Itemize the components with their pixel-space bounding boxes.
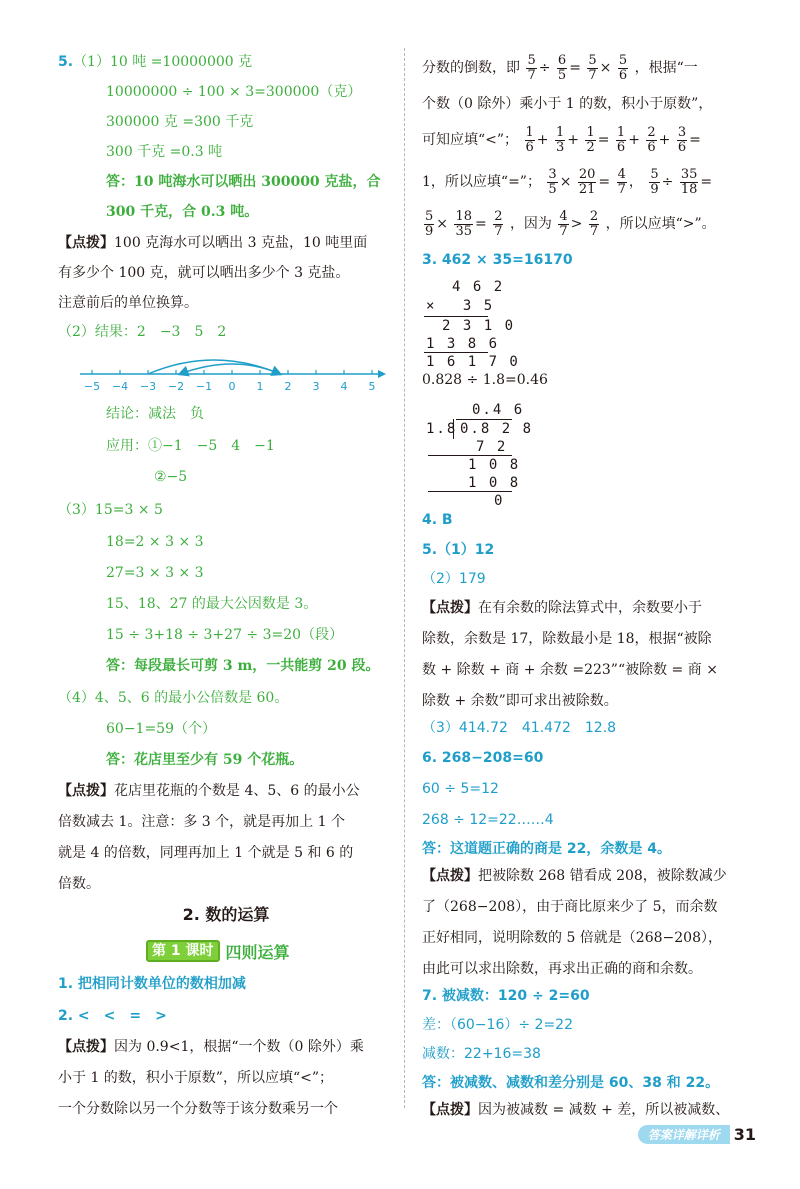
fraction: $\frac{4}{7}$ xyxy=(559,208,568,239)
q3-answer: 3. 462 × 35=16170 xyxy=(422,252,573,268)
tick-label: −4 xyxy=(111,380,129,393)
q5-part3-line2: 18=2 × 3 × 3 xyxy=(106,534,204,550)
div-divisor: 1.8 xyxy=(426,421,458,437)
fraction: $\frac{18}{35}$ xyxy=(455,208,473,239)
tip-4-line2: 除数，余数是 17，除数最小是 18，根据“被除 xyxy=(422,631,712,647)
q5-part3-line1: （3）15=3 × 5 xyxy=(58,502,163,518)
tip-1-line3: 注意前后的单位换算。 xyxy=(58,295,198,311)
right-line2: 个数（0 除外）乘小于 1 的数，积小于原数”， xyxy=(422,96,713,112)
division-expression: 0.828 ÷ 1.8=0.46 xyxy=(422,372,548,388)
tick-label: 1 xyxy=(256,380,264,393)
fraction: $\frac{20}{21}$ xyxy=(578,166,596,197)
q5-part2-application-1: 应用：①−1 −5 4 −1 xyxy=(106,438,275,454)
mul-row-3: 2 3 1 0 xyxy=(442,318,516,334)
div-dividend: 0.8 2 8 xyxy=(460,421,534,437)
fraction: $\frac{1}{3}$ xyxy=(555,124,565,155)
tick-label: 4 xyxy=(340,380,348,393)
tip-5-line4: 由此可以求出除数，再求出正确的商和余数。 xyxy=(422,961,702,977)
div-step-1: 7 2 xyxy=(476,439,508,455)
footer-label: 答案详解详析 xyxy=(638,1125,730,1144)
column-divider xyxy=(404,48,405,1108)
right-line3: 可知应填“<”； $\frac{1}{6}$ + $\frac{1}{3}$ + $\frac{1}{2}$ = $\frac{1}{6}$ + $\frac{2}{6}$ + $\frac{3}{6}$ = xyxy=(422,124,701,155)
q5-part1-answer: 5.（1）12 xyxy=(422,542,495,558)
tip-6-line1: 【点拨】因为被减数 = 减数 + 差，所以被减数、 xyxy=(422,1102,730,1118)
q5-part4-line1: （4）4、5、6 的最小公倍数是 60。 xyxy=(58,690,289,706)
tip-3-line2: 小于 1 的数，积小于原数”，所以应填“<”； xyxy=(58,1070,334,1086)
fraction: $\frac{3}{5}$ xyxy=(548,166,557,197)
q5-part2-result: （2）结果：2 −3 5 2 xyxy=(58,324,227,340)
fraction: $\frac{2}{6}$ xyxy=(647,124,656,155)
div-bracket-side xyxy=(453,419,460,439)
fraction: $\frac{5}{9}$ xyxy=(425,208,434,239)
q5-part2-answer: （2）179 xyxy=(422,571,486,587)
tip-2-line3: 就是 4 的倍数，同理再加上 1 个就是 5 和 6 的 xyxy=(58,845,354,861)
tick-label: −2 xyxy=(167,380,185,393)
div-remainder: 0 xyxy=(494,493,505,509)
q7-answer: 答：被减数、减数和差分别是 60、38 和 22。 xyxy=(422,1075,720,1091)
div-step-2: 1 0 8 xyxy=(468,457,521,473)
fraction: $\frac{2}{7}$ xyxy=(494,208,503,239)
fraction: $\frac{1}{2}$ xyxy=(586,124,595,155)
section-title: 2. 数的运算 xyxy=(182,905,270,924)
fraction: $\frac{5}{6}$ xyxy=(618,52,628,83)
tip-1-line1: 【点拨】100 克海水可以晒出 3 克盐，10 吨里面 xyxy=(58,235,368,251)
q5-part1-line4: 300 千克 =0.3 吨 xyxy=(106,144,223,160)
q2-answer: 2. < < = > xyxy=(58,1008,167,1024)
q5-part1-line1: 5.（1）10 吨 =10000000 克 xyxy=(58,54,253,70)
right-line1: 分数的倒数，即 $\frac{5}{7}$ ÷ $\frac{6}{5}$ = $\frac{5}{7}$ × $\frac{5}{6}$ ，根据“一 xyxy=(422,52,698,83)
lesson-badge: 第 1 课时 xyxy=(146,940,220,962)
fraction: $\frac{5}{7}$ xyxy=(588,52,597,83)
tip-5-line1: 【点拨】把被除数 268 错看成 208，被除数减少 xyxy=(422,868,727,884)
q7-line1: 7. 被减数：120 ÷ 2=60 xyxy=(422,988,590,1004)
jump-arc-inner xyxy=(180,364,280,374)
q5-part2-application-2: ②−5 xyxy=(154,469,188,485)
right-line5: $\frac{5}{9}$ × $\frac{18}{35}$ = $\frac{2}{7}$ ，因为 $\frac{4}{7}$ > $\frac{2}{7}$ ，所以应填“>”。 xyxy=(425,208,716,239)
tip-1-line2: 有多少个 100 克，就可以晒出多少个 3 克盐。 xyxy=(58,265,350,281)
mul-row-5: 1 6 1 7 0 xyxy=(426,354,520,370)
lesson-header xyxy=(146,940,290,962)
q6-line2: 60 ÷ 5=12 xyxy=(422,781,499,797)
tip-3-line1: 【点拨】因为 0.9<1，根据“一个数（0 除外）乘 xyxy=(58,1039,364,1055)
div-step-3: 1 0 8 xyxy=(468,475,521,491)
fraction: $\frac{4}{7}$ xyxy=(617,166,626,197)
fraction: $\frac{3}{6}$ xyxy=(677,124,687,155)
lesson-title: 四则运算 xyxy=(225,942,290,962)
number-line xyxy=(74,348,394,396)
fraction: $\frac{6}{5}$ xyxy=(557,52,567,83)
tip-5-line2: 了（268−208），由于商比原来少了 5，而余数 xyxy=(422,899,718,915)
mul-row-2: × 3 5 xyxy=(426,298,495,314)
tick-label: 0 xyxy=(228,380,236,393)
tick-label: −3 xyxy=(139,380,157,393)
q5-part3-answer: 答：每段最长可剪 3 m，一共能剪 20 段。 xyxy=(106,658,380,674)
mul-row-4: 1 3 8 6 xyxy=(426,336,500,352)
tip-3-line3: 一个分数除以另一个分数等于该分数乘另一个 xyxy=(58,1101,338,1117)
fraction: $\frac{1}{6}$ xyxy=(616,124,626,155)
tick-label: −1 xyxy=(195,380,213,393)
tip-4-line4: 除数 + 余数”即可求出被除数。 xyxy=(422,693,618,709)
mul-row-1: 4 6 2 xyxy=(452,279,505,295)
q4-answer: 4. B xyxy=(422,512,453,528)
q5-part1-line3: 300000 克 =300 千克 xyxy=(106,114,254,130)
q1-answer: 1. 把相同计数单位的数相加减 xyxy=(58,976,246,992)
tip-2-line4: 倍数。 xyxy=(58,876,100,892)
page-number: 31 xyxy=(733,1124,756,1144)
tick-label: 5 xyxy=(368,380,376,393)
q6-answer: 答：这道题正确的商是 22，余数是 4。 xyxy=(422,841,671,857)
q5-part3-answer: （3）414.72 41.472 12.8 xyxy=(422,720,617,736)
fraction: $\frac{5}{9}$ xyxy=(650,166,659,197)
fraction: $\frac{1}{6}$ xyxy=(525,124,534,155)
fraction: $\frac{2}{7}$ xyxy=(589,208,599,239)
q5-part4-line2: 60−1=59（个） xyxy=(106,721,216,737)
axis-arrow xyxy=(378,370,386,378)
tip-4-line3: 数 + 除数 + 商 + 余数 =223”“被除数 = 商 × xyxy=(422,662,718,678)
q5-part2-conclusion: 结论：减法 负 xyxy=(106,406,204,422)
q7-line3: 减数：22+16=38 xyxy=(422,1046,541,1062)
fraction: $\frac{35}{18}$ xyxy=(680,166,698,197)
q5-part1-answer: 答：10 吨海水可以晒出 300000 克盐，合 xyxy=(106,174,381,190)
tick-label: 3 xyxy=(312,380,320,393)
tip-5-line3: 正好相同，说明除数的 5 倍就是（268−208）， xyxy=(422,930,722,946)
q5-part1-answer-cont: 300 千克，合 0.3 吨。 xyxy=(106,204,259,220)
q7-line2: 差：（60−16）÷ 2=22 xyxy=(422,1017,573,1033)
tip-2-line1: 【点拨】花店里花瓶的个数是 4、5、6 的最小公 xyxy=(58,783,360,799)
q5-part1-line2: 10000000 ÷ 100 × 3=300000（克） xyxy=(106,84,362,100)
q5-part4-answer: 答：花店里至少有 59 个花瓶。 xyxy=(106,752,304,768)
page-footer xyxy=(638,1123,756,1145)
q6-line3: 268 ÷ 12=22……4 xyxy=(422,812,554,828)
tick-label: −5 xyxy=(83,380,101,393)
fraction: $\frac{5}{7}$ xyxy=(527,52,536,83)
q5-part3-line4: 15、18、27 的最大公因数是 3。 xyxy=(106,596,318,612)
q6-line1: 6. 268−208=60 xyxy=(422,750,544,766)
div-quotient: 0.4 6 xyxy=(472,402,525,418)
q5-part3-line5: 15 ÷ 3+18 ÷ 3+27 ÷ 3=20（段） xyxy=(106,627,344,643)
tick-label: 2 xyxy=(284,380,292,393)
right-line4: 1，所以应填“=”； $\frac{3}{5}$ × $\frac{20}{21}$ = $\frac{4}{7}$ ， $\frac{5}{9}$ ÷ $\frac{35}{18}$ = xyxy=(422,166,713,197)
q5-part3-line3: 27=3 × 3 × 3 xyxy=(106,565,204,581)
tip-2-line2: 倍数减去 1。注意：多 3 个，就是再加上 1 个 xyxy=(58,814,345,830)
tip-4-line1: 【点拨】在有余数的除法算式中，余数要小于 xyxy=(422,600,702,616)
